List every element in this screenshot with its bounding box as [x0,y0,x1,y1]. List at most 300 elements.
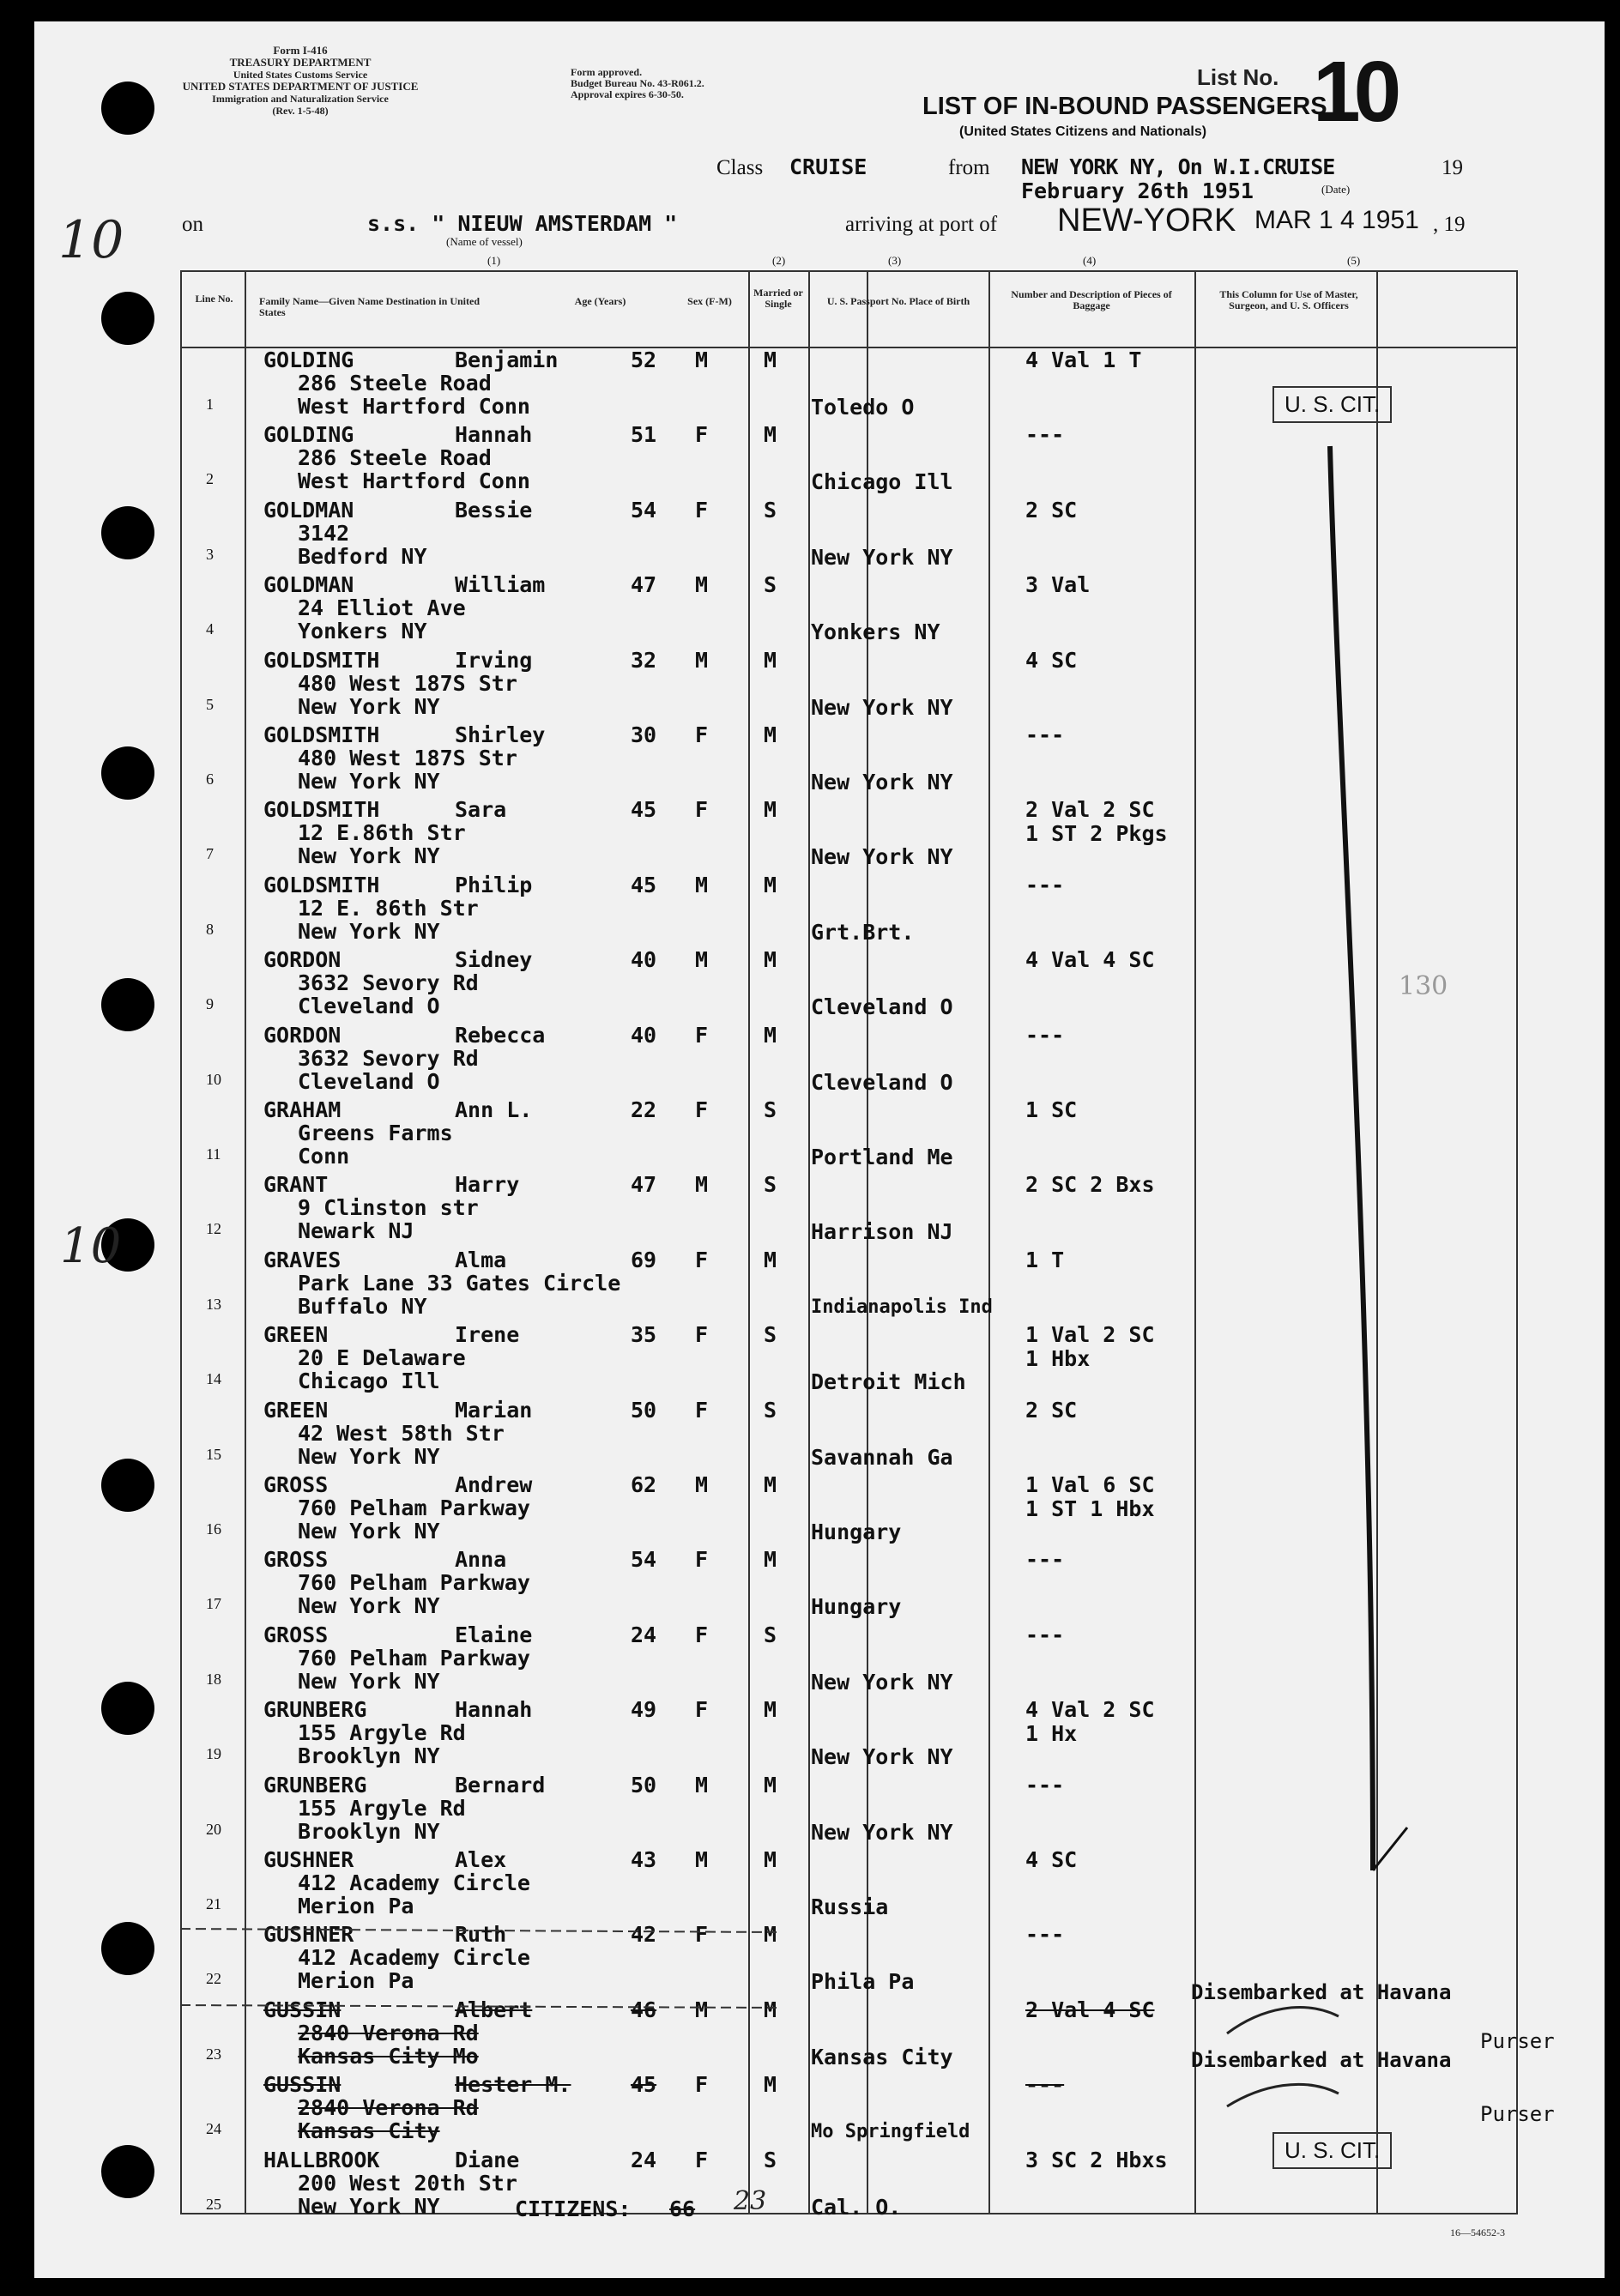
place-of-birth: New York NY [811,1744,953,1770]
marital-status: M [764,1547,777,1573]
port-stamp: NEW-YORK [1057,202,1236,239]
baggage: 3 Val [1025,572,1091,598]
disembarked-note-2: Disembarked at Havana [1191,2048,1452,2072]
place-of-birth: Hungary [811,1520,902,1544]
line-number: 10 [206,1070,221,1088]
date-caption: (Date) [1321,183,1351,196]
line-number: 9 [206,995,214,1013]
sex: M [695,1472,709,1497]
line-number: 22 [206,1970,221,1988]
marital-status: S [764,1097,777,1122]
sex: F [695,2147,709,2172]
us-cit-stamp: U. S. CIT. [1272,386,1392,423]
baggage-2: 1 ST 2 Pkgs [1025,821,1168,847]
baggage: --- [1025,2072,1065,2098]
family-name: GOLDMAN [263,497,354,523]
given-name: Ruth [455,1922,507,1948]
address-line-2: New York NY [298,693,440,719]
address-line-2: Merion Pa [298,1894,414,1918]
baggage: --- [1025,1022,1065,1048]
line-number: 24 [206,2120,221,2138]
line-number: 23 [206,2045,221,2063]
form-approval: Form approved. Budget Bureau No. 43-R061.2. Approval expires 6-30-50. [571,66,704,100]
age: 47 [631,1172,657,1198]
place-of-birth: Mo Springfield [811,2121,970,2143]
family-name: GOLDSMITH [263,647,380,673]
family-name: GROSS [263,1622,329,1647]
address-line-2: New York NY [298,2193,440,2219]
justice-dept: UNITED STATES DEPARTMENT OF JUSTICE [182,80,419,93]
baggage: 4 SC [1025,647,1078,673]
vessel-caption: (Name of vessel) [446,235,523,248]
place-of-birth: Kansas City [811,2044,953,2069]
given-name: Ann L. [455,1097,533,1122]
marital-status: S [764,1622,777,1647]
sex: F [695,1322,709,1348]
address-line-1: 2840 Verona Rd [298,2020,479,2045]
family-name: GRANT [263,1172,329,1198]
col-num-5: (5) [1347,254,1361,267]
marital-status: M [764,947,777,973]
place-of-birth: Grt.Brt. [811,919,915,945]
treasury-dept: TREASURY DEPARTMENT [229,56,372,69]
place-of-birth: Hungary [811,1594,902,1620]
given-name: Benjamin [455,347,559,372]
sex: F [695,1397,709,1423]
place-of-birth: Savannah Ga [811,1444,953,1470]
family-name: GOLDING [263,347,354,372]
marital-status: S [764,572,777,598]
sex: F [695,422,709,448]
line-number: 14 [206,1370,221,1388]
line-number: 15 [206,1445,221,1463]
address-line-2: New York NY [298,1519,440,1544]
marital-status: M [764,1472,777,1497]
col-line: Line No. [195,293,233,305]
given-name: Andrew [455,1472,533,1497]
marital-status: S [764,1172,777,1198]
address-line-2: New York NY [298,1593,440,1619]
address-line-1: 760 Pelham Parkway [298,1495,530,1520]
given-name: Alma [455,1247,507,1272]
list-number-label: List No. [1197,64,1279,90]
family-name: GOLDSMITH [263,797,380,823]
vessel-name: s.s. " NIEUW AMSTERDAM " [367,211,678,236]
baggage: 1 Val 2 SC [1025,1322,1155,1348]
marital-status: M [764,2072,777,2098]
address-line-2: West Hartford Conn [298,468,530,494]
given-name: Rebecca [455,1022,546,1048]
age: 45 [631,872,657,897]
baggage: 1 Val 6 SC [1025,1472,1155,1497]
age: 45 [631,797,657,823]
marital-status: S [764,497,777,523]
age: 51 [631,422,657,448]
marital-status: M [764,872,777,897]
citizens-count: 66 [669,2196,696,2221]
sex: F [695,497,709,523]
page-title: LIST OF IN-BOUND PASSENGERS [922,93,1327,120]
age: 45 [631,2072,657,2098]
place-of-birth: Cleveland O [811,1069,953,1095]
given-name: Bernard [455,1772,546,1798]
sex: M [695,572,709,598]
age: 62 [631,1472,657,1497]
address-line-1: 9 Clinston str [298,1195,479,1221]
age: 50 [631,1397,657,1423]
sex: M [695,1772,709,1798]
baggage: --- [1025,722,1065,747]
address-line-1: Greens Farms [298,1121,453,1145]
address-line-1: 20 E Delaware [298,1345,466,1371]
from-value: NEW YORK NY, On W.I.CRUISE [1021,154,1335,179]
sex: F [695,797,709,823]
age: 35 [631,1322,657,1348]
class-value: CRUISE [789,154,867,179]
line-number: 25 [206,2195,221,2213]
place-of-birth: New York NY [811,544,953,570]
age: 54 [631,1547,657,1573]
address-line-1: 155 Argyle Rd [298,1720,466,1746]
year-suffix: 19 [1442,156,1463,179]
marital-status: M [764,1247,777,1272]
marital-status: S [764,2147,777,2172]
baggage: 4 Val 4 SC [1025,947,1155,973]
address-line-2: New York NY [298,843,440,869]
line-number: 18 [206,1670,221,1688]
baggage: 1 T [1025,1247,1065,1272]
address-line-1: 3632 Sevory Rd [298,970,479,996]
sex: M [695,872,709,897]
marital-status: S [764,1322,777,1348]
marital-status: M [764,347,777,372]
sex: M [695,947,709,973]
form-revision: (Rev. 1-5-48) [272,105,329,117]
age: 46 [631,1997,657,2022]
address-line-2: Bedford NY [298,543,427,569]
sex: F [695,1022,709,1048]
age: 52 [631,347,657,372]
line-number: 19 [206,1745,221,1763]
family-name: GUSSIN [263,1997,342,2022]
family-name: GUSHNER [263,1922,354,1948]
line-number: 17 [206,1595,221,1613]
disembarked-note: Disembarked at Havana [1191,1980,1452,2004]
age: 49 [631,1697,657,1723]
family-name: GRAHAM [263,1097,342,1122]
form-number: Form I-416 [273,44,328,57]
line-number: 4 [206,620,214,638]
place-of-birth: Detroit Mich [811,1369,966,1395]
family-name: GOLDSMITH [263,872,380,897]
baggage: --- [1025,1547,1065,1573]
age: 22 [631,1097,657,1122]
from-date: February 26th 1951 [1021,178,1254,203]
baggage: 2 SC 2 Bxs [1025,1172,1155,1198]
on-label: on [182,213,203,236]
col-officers: This Column for Use of Master, Surgeon, and U. S. Officers [1219,288,1358,311]
baggage: 2 Val 2 SC [1025,797,1155,823]
given-name: Albert [455,1997,533,2022]
age: 43 [631,1847,657,1872]
given-name: Sara [455,797,507,823]
age: 40 [631,947,657,973]
place-of-birth: Cleveland O [811,994,953,1020]
arriving-label: arriving at port of [845,213,998,236]
place-of-birth: New York NY [811,844,953,870]
address-line-2: New York NY [298,769,440,794]
sex: F [695,722,709,747]
place-of-birth: Toledo O [811,395,915,420]
address-line-1: 42 West 58th Str [298,1420,505,1446]
count-mark: 130 [1399,971,1448,1001]
line-number: 1 [206,396,214,413]
form-footer: 16—54652-3 [1450,2227,1505,2239]
margin-mark: 10 [58,210,124,270]
address-line-2: Cleveland O [298,1068,440,1094]
baggage: --- [1025,422,1065,448]
marital-status: M [764,647,777,673]
marital-status: M [764,1922,777,1948]
address-line-2: Cleveland O [298,994,440,1019]
given-name: Alex [455,1847,507,1872]
address-line-1: 286 Steele Road [298,371,492,396]
age: 42 [631,1922,657,1948]
place-of-birth: Russia [811,1894,889,1919]
line-number: 5 [206,695,214,713]
baggage: 3 SC 2 Hbxs [1025,2147,1168,2172]
given-name: Sidney [455,947,533,973]
address-line-1: 760 Pelham Parkway [298,1570,530,1596]
sex: M [695,1847,709,1872]
sex: M [695,647,709,673]
given-name: Anna [455,1547,507,1573]
sex: F [695,1247,709,1272]
address-line-1: 480 West 187S Str [298,670,517,696]
address-line-2: Yonkers NY [298,619,427,644]
place-of-birth: Indianapolis Ind [811,1296,993,1318]
age: 50 [631,1772,657,1798]
marital-status: M [764,1022,777,1048]
line-number: 12 [206,1220,221,1238]
family-name: GOLDMAN [263,572,354,598]
baggage: --- [1025,1922,1065,1948]
sex: M [695,1172,709,1198]
line-number: 16 [206,1520,221,1538]
age: 69 [631,1247,657,1272]
address-line-1: 12 E.86th Str [298,820,466,846]
list-number: 10 [1313,44,1395,140]
family-name: GOLDSMITH [263,722,380,747]
col-num-4: (4) [1083,254,1097,267]
sex: F [695,2072,709,2098]
address-line-1: 480 West 187S Str [298,746,517,770]
address-line-1: 12 E. 86th Str [298,895,479,921]
page-subtitle: (United States Citizens and Nationals) [959,124,1207,139]
address-line-2: Newark NJ [298,1218,414,1244]
ins-service: Immigration and Naturalization Service [212,93,389,105]
address-line-1: 412 Academy Circle [298,1870,530,1895]
marital-status: M [764,422,777,448]
line-number: 21 [206,1895,221,1912]
col-sex: Sex (F-M) [687,295,732,307]
sex: F [695,1547,709,1573]
given-name: Hester M. [455,2072,571,2098]
address-line-1: Park Lane 33 Gates Circle [298,1270,621,1296]
address-line-2: New York NY [298,1443,440,1469]
address-line-1: 2840 Verona Rd [298,2095,479,2121]
arrival-date-stamp: MAR 1 4 1951 [1254,206,1419,234]
given-name: Elaine [455,1622,533,1647]
line-number: 13 [206,1295,221,1313]
baggage: --- [1025,872,1065,897]
col-num-2: (2) [772,254,786,267]
address-line-2: Conn [298,1144,350,1169]
class-label: Class [716,156,764,179]
given-name: Shirley [455,722,546,747]
address-line-1: 3632 Sevory Rd [298,1045,479,1071]
line-number: 3 [206,545,214,563]
given-name: Irving [455,647,533,673]
given-name: Philip [455,872,533,897]
address-line-2: Kansas City Mo [298,2043,479,2069]
age: 24 [631,2147,657,2172]
col-num-1: (1) [487,254,501,267]
age: 32 [631,647,657,673]
sex: F [695,1097,709,1122]
baggage: 2 Val 4 SC [1025,1997,1155,2022]
baggage: 1 SC [1025,1097,1078,1122]
age: 47 [631,572,657,598]
age: 54 [631,497,657,523]
address-line-2: Brooklyn NY [298,1818,440,1844]
baggage: --- [1025,1622,1065,1647]
family-name: GOLDING [263,422,354,448]
given-name: Marian [455,1397,533,1423]
address-line-1: 760 Pelham Parkway [298,1645,530,1671]
baggage-2: 1 Hbx [1025,1346,1091,1372]
address-line-2: Merion Pa [298,1968,414,1994]
marital-status: S [764,1397,777,1423]
family-name: GRAVES [263,1247,342,1272]
age: 24 [631,1622,657,1647]
family-name: GRUNBERG [263,1772,367,1798]
address-line-2: Brooklyn NY [298,1743,440,1769]
place-of-birth: Cal. O. [811,2194,902,2220]
given-name: Hannah [455,1697,533,1723]
family-name: GRUNBERG [263,1697,367,1723]
purser-label-2: Purser [1480,2102,1555,2126]
place-of-birth: Yonkers NY [811,619,940,645]
marital-status: M [764,1697,777,1723]
address-line-1: 412 Academy Circle [298,1945,530,1971]
col-married: Married or Single [753,287,803,310]
place-of-birth: New York NY [811,1669,953,1695]
baggage: 4 Val 2 SC [1025,1697,1155,1723]
address-line-2: Buffalo NY [298,1293,427,1319]
line-number: 2 [206,470,214,488]
given-name: William [455,572,546,598]
us-cit-stamp-2: U. S. CIT. [1272,2132,1392,2169]
age: 40 [631,1022,657,1048]
customs-service: United States Customs Service [233,69,368,81]
place-of-birth: Portland Me [811,1145,953,1169]
col-passport: U. S. Passport No. Place of Birth [826,295,970,307]
address-line-2: Chicago Ill [298,1369,440,1394]
col-baggage: Number and Description of Pieces of Baggage [1011,288,1172,311]
purser-label: Purser [1480,2029,1555,2053]
baggage: 2 SC [1025,1397,1078,1423]
place-of-birth: New York NY [811,1819,953,1845]
age: 30 [631,722,657,747]
marital-status: M [764,1847,777,1872]
sex: F [695,1622,709,1647]
sex: M [695,347,709,372]
col-num-3: (3) [888,254,902,267]
family-name: GUSHNER [263,1847,354,1872]
marital-status: M [764,1772,777,1798]
baggage: --- [1025,1772,1065,1798]
citizens-label: CITIZENS: [515,2196,632,2221]
family-name: GUSSIN [263,2072,342,2098]
place-of-birth: Phila Pa [811,1969,915,1995]
family-name: GROSS [263,1472,329,1497]
family-name: HALLBROOK [263,2147,380,2172]
given-name: Irene [455,1322,520,1348]
sex: F [695,1697,709,1723]
baggage: 4 Val 1 T [1025,347,1142,372]
address-line-1: 3142 [298,520,350,546]
marital-status: M [764,722,777,747]
family-name: GROSS [263,1547,329,1573]
line-number: 11 [206,1145,221,1163]
address-line-1: 155 Argyle Rd [298,1795,466,1821]
family-name: GREEN [263,1397,329,1423]
address-line-2: Kansas City [298,2118,440,2144]
line-number: 7 [206,845,214,863]
given-name: Bessie [455,497,533,523]
place-of-birth: New York NY [811,694,953,720]
address-line-1: 24 Elliot Ave [298,595,466,621]
from-label: from [948,156,990,179]
col-name: Family Name—Given Name Destination in United States [259,295,480,318]
address-line-2: New York NY [298,918,440,944]
baggage-2: 1 ST 1 Hbx [1025,1496,1155,1521]
sex: F [695,1922,709,1948]
baggage-2: 1 Hx [1025,1721,1078,1747]
col-age: Age (Years) [574,295,626,307]
margin-mark-2: 10 [60,1218,122,1274]
place-of-birth: Harrison NJ [811,1219,953,1245]
family-name: GORDON [263,947,342,973]
baggage: 2 SC [1025,497,1078,523]
address-line-1: 200 West 20th Str [298,2170,517,2196]
marital-status: M [764,1997,777,2022]
baggage: 4 SC [1025,1847,1078,1872]
address-line-2: West Hartford Conn [298,394,530,419]
address-line-2: New York NY [298,1668,440,1694]
address-line-1: 286 Steele Road [298,445,492,471]
line-number: 8 [206,920,214,938]
place-of-birth: New York NY [811,770,953,795]
line-number: 6 [206,770,214,788]
place-of-birth: Chicago Ill [811,469,953,495]
family-name: GREEN [263,1322,329,1348]
citizens-hand-count: 23 [734,2186,767,2216]
year-suffix-2: , 19 [1433,213,1466,236]
marital-status: M [764,797,777,823]
sex: M [695,1997,709,2022]
